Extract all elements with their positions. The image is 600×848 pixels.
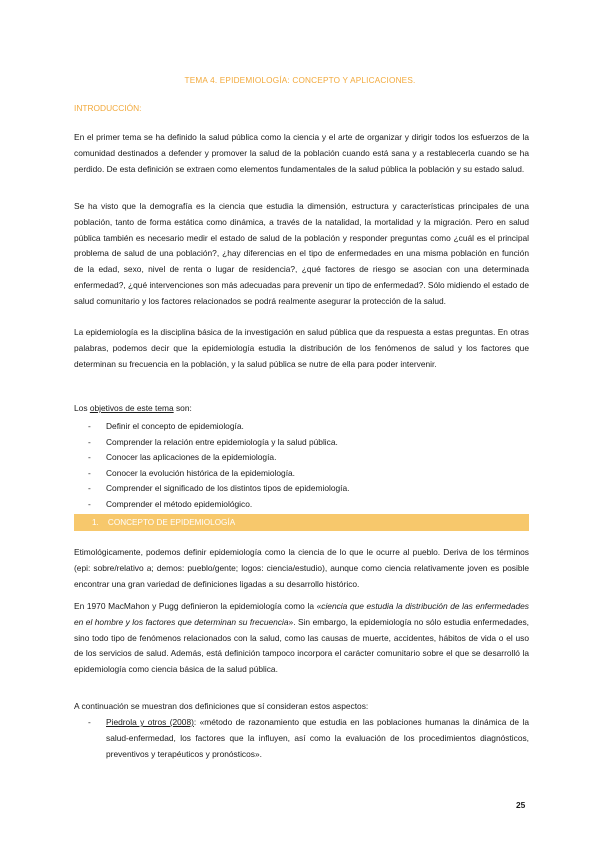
- section-1-heading: 1. CONCEPTO DE EPIDEMIOLOGÍA: [92, 518, 236, 527]
- objectives-list: [74, 419, 349, 513]
- intro-paragraph-1: En el primer tema se ha definido la salud pública como la ciencia y el arte de organizar y dirigir todos los esfuerzos de la comunidad destinados a defender y promover la salud de la población cuando está sana y a restablecerla cuando se ha perdido. De esta definición se extraen como elementos fundamentales de la salud pública la población y su estado salud.: [74, 132, 529, 174]
- list-dash: -: [88, 498, 91, 509]
- list-item: [74, 435, 349, 451]
- list-item: [74, 450, 349, 466]
- document-title: TEMA 4. EPIDEMIOLOGÍA: CONCEPTO Y APLICACIONES.: [184, 76, 416, 85]
- list-item-text: Comprender el significado de los distintos tipos de epidemiología.: [106, 483, 350, 494]
- objectives-suffix: son:: [173, 403, 192, 413]
- section-1-heading-band: [74, 514, 529, 531]
- definition-author: Piedrola y otros (2008): [106, 717, 194, 727]
- intro-paragraph-2: Se ha visto que la demografía es la ciencia que estudia la dimensión, estructura y características principales de una población, tanto de forma estática como dinámica, a través de la natalidad, la mortalidad y la migración. Pero en salud pública también es necesario medir el estado de salud de la población y responder preguntas como ¿cuál es el principal problema de salud de una población?, ¿hay diferencias en el tipo de enfermedades en una misma población en función de la edad, sexo, nivel de renta o lugar de residencia?, ¿qué factores de riesgo se asocian con una determinada enfermedad?, ¿qué intervenciones son más adecuadas para prevenir un tipo de enfermedad?. Sólo midiendo el estado de salud comunitario y los factores relacionados se podrá realmente asegurar la protección de la salud.: [74, 201, 529, 306]
- definition-text: : «método de razonamiento que estudia en las poblaciones humanas la dinámica de la salud-enfermedad, los factores que la influyen, así como la evaluación de los procedimientos diagnósticos, preventivos y terapéuticos y pronósticos».: [106, 717, 529, 759]
- intro-paragraph-3: La epidemiología es la disciplina básica de la investigación en salud pública que da respuesta a estas preguntas. En otras palabras, podemos decir que la epidemiología estudia la distribución de los fenómenos de salud y los factores que determinan su frecuencia en la población, y la salud pública se nutre de ella para poder intervenir.: [74, 327, 529, 369]
- definitions-list: [74, 715, 529, 762]
- list-item-text: Definir el concepto de epidemiología.: [106, 421, 244, 431]
- list-dash: -: [88, 717, 91, 727]
- list-item: [74, 419, 349, 435]
- p2-start: En 1970 MacMahon y Pugg definieron la epidemiología como la «: [74, 601, 322, 611]
- objectives-link: objetivos de este tema: [89, 403, 174, 413]
- list-item: [74, 481, 349, 497]
- list-dash: -: [88, 436, 91, 447]
- list-item-text: Comprender el método epidemiológico.: [106, 498, 253, 509]
- list-item-text: Conocer las aplicaciones de la epidemiología.: [106, 452, 277, 463]
- intro-heading: INTRODUCCIÓN:: [74, 103, 142, 113]
- list-item: [74, 466, 349, 482]
- list-item-text: Conocer la evolución histórica de la epidemiología.: [106, 467, 296, 478]
- list-item-text: Comprender la relación entre epidemiología y la salud pública.: [106, 436, 338, 447]
- page-number: 25: [516, 800, 526, 810]
- list-dash: -: [88, 421, 91, 431]
- list-dash: -: [88, 483, 91, 494]
- section-1-paragraph-3: A continuación se muestran dos definiciones que sí consideran estos aspectos:: [74, 701, 369, 711]
- p2-end: ». Sin embargo, la epidemiología no sólo estudia enfermedades, sino todo tipo de fenómenos relacionados con la salud, como las causas de muerte, accidentes, hábitos de vida o el uso de los servicios de salud. Además, está definición tampoco incorpora el carácter comunitario sobre el que se desarrolló la epidemiología como ciencia básica de la salud pública.: [74, 616, 529, 675]
- list-dash: -: [88, 467, 91, 478]
- section-1-paragraph-2: [74, 599, 529, 678]
- p2-quote: ciencia que estudia la distribución de las enfermedades en el hombre y los factores que determinan su frecuencia: [74, 601, 529, 627]
- list-dash: -: [88, 452, 91, 463]
- objectives-prefix: Los: [74, 403, 90, 413]
- objectives-intro: [74, 403, 192, 413]
- list-item: [74, 715, 529, 762]
- section-1-paragraph-1: Etimológicamente, podemos definir epidemiología como la ciencia de lo que le ocurre al pueblo. Deriva de los términos (epi: sobre/relativo a; demos: pueblo/gente; logos: ciencia/estudio), aunque como ciencia relativamente joven es posible encontrar una gran variedad de definiciones ligadas a su desarrollo histórico.: [74, 547, 529, 589]
- list-item: [74, 497, 349, 513]
